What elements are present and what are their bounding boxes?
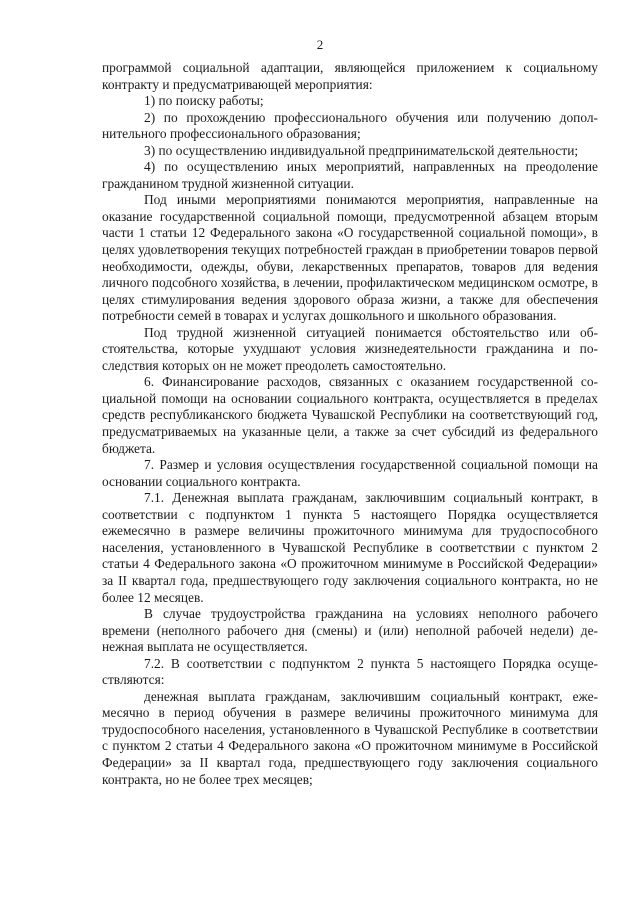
paragraph-monthly-payment-training: денежная выплата гражданам, заключившим социальный контракт, ежемесячно в период обучения в размере величины прожиточного минимума для трудоспособного населения, установленного в Чувашской Республике в соответствии с пунктом 2 статьи 4 Федерального закона «О прожиточном минимуме в Российской Федерации» за II квартал года, предшествующего году заключения социального контракта, но не более трех месяцев; [102,688,598,787]
paragraph-difficult-situation-definition: Под трудной жизненной ситуацией понимается обстоятельство или обстоятельства, которые ухудшают условия жизнедеятельности гражданина и последствия которых он не может преодолеть самостоятельно. [102,324,598,373]
paragraph-part-time-employment: В случае трудоустройства гражданина на условиях неполного рабочего времени (неполного рабочего дня (смены) и (или) неполной рабочей недели) денежная выплата не осуществляется. [102,606,598,655]
paragraph-section-7-heading: 7. Размер и условия осуществления государственной социальной помощи на основании социального контракта. [102,457,598,489]
paragraph-section-7-2: 7.2. В соответствии с подпунктом 2 пункта 5 настоящего Порядка осуществляются: [102,655,598,688]
page-number: 2 [316,37,324,52]
paragraph-section-7-1: 7.1. Денежная выплата гражданам, заключившим социальный контракт, в соответствии с подпунктом 1 пункта 5 настоящего Порядка осуществляется ежемесячно в размере величины прожиточного минимума для трудоспособного населения, установленного в Чувашской Республике в соответствии с пунктом 2 статьи 4 Федерального закона «О прожиточном минимуме в Российской Федерации» за II квартал года, предшествующего году заключения социального контракта, но не более 12 месяцев. [102,490,598,605]
list-item-entrepreneurship: 3) по осуществлению индивидуальной предпринимательской деятельности; [144,142,579,158]
paragraph-intro: программой социальной адаптации, являющейся приложением к социальному контракту и предусматривающей мероприятия: [102,60,598,92]
document-body [102,60,598,788]
list-item-other-measures: 4) по осуществлению иных мероприятий, направленных на преодоление гражданином трудной жизненной ситуации. [102,159,598,191]
paragraph-other-measures-definition: Под иными мероприятиями понимаются мероприятия, направленные на оказание государственной социальной помощи, предусмотренной абзацем вторым части 1 статьи 12 Федерального закона «О государственной социальной помощи», в целях удовлетворения текущих потребностей граждан в приобретении товаров первой необходимости, одежды, обуви, лекарственных препаратов, товаров для ведения личного подсобного хозяйства, в лечении, профилактическом медицинском осмотре, в целях стимулирования ведения здорового образа жизни, а также для обеспечения потребности семей в товарах и услугах дошкольного и школьного образования. [102,192,598,324]
paragraph-section-6-financing: 6. Финансирование расходов, связанных с оказанием государственной социальной помощи на основании социального контракта, осуществляется в пределах средств республиканского бюджета Чувашской Республики на соответствующий год, предусматриваемых на указанные цели, а также за счет субсидий из федерального бюджета. [102,374,598,456]
list-item-training: 2) по прохождению профессионального обучения или получению дополнительного профессионального образования; [102,109,598,142]
list-item-job-search: 1) по поиску работы; [144,93,264,109]
